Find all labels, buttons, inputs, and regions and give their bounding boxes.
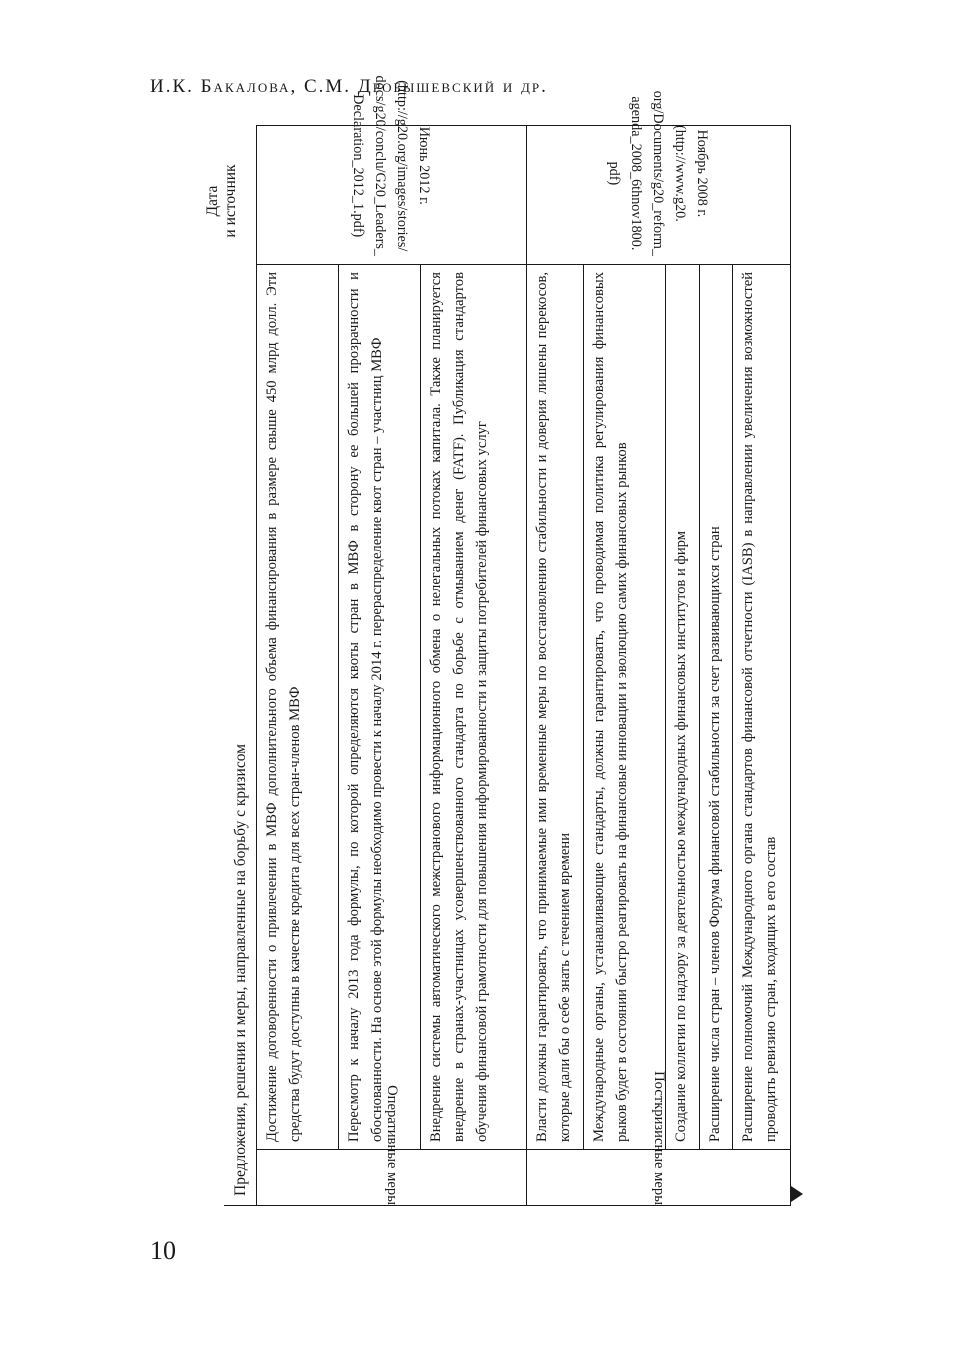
arrow-marker — [791, 1186, 803, 1202]
table-row — [733, 126, 791, 1206]
source-line: (http://www.g20. — [671, 124, 688, 222]
source-line: agenda_2008_6thnov1800. — [627, 96, 644, 251]
table-row — [420, 126, 526, 1206]
source-line: Июнь 2012 г. — [415, 126, 432, 205]
table-row — [699, 126, 733, 1206]
group-cell-postcrisis — [526, 1071, 790, 1206]
measure-cell: Создание коллегии по надзору за деятельностью международных финансовых институтов и фирм — [666, 265, 700, 1150]
group-label: Посткризисные меры — [650, 1071, 667, 1205]
source-line: (http://g20.org/images/stories/ — [393, 80, 410, 252]
source-line: pdf) — [605, 161, 622, 186]
source-line: org/Documents/g20_reform_ — [649, 90, 666, 256]
measure-cell: Достижение договоренности о привлечении в МВФ дополнительного объема финансирования в размере свыше 450 млрд долл. Эти средства будут доступны в качестве кредита для всех стран-членов МВФ — [257, 265, 339, 1150]
table-row — [338, 126, 420, 1206]
measure-cell: Расширение полномочий Международного органа стандартов финансовой отчетности (IASB) в направлении увеличения возможностей проводить ревизию стран, входящих в его состав — [733, 265, 791, 1150]
measure-cell: Международные органы, устанавливающие стандарты, должны гарантировать, что проводимая политика регулирования финансовых рыков будет в состоянии быстро реагировать на финансовые инновации и эволюцию самих финансовых рынков — [584, 265, 666, 1150]
group-label: Оперативные меры — [383, 1085, 400, 1205]
table-row — [584, 126, 666, 1206]
table-row — [257, 126, 339, 1206]
source-text — [347, 76, 435, 256]
source-line: Ноябрь 2008 г. — [693, 129, 710, 218]
table-header — [200, 126, 256, 1206]
page-number: 10 — [150, 1236, 176, 1265]
header-date-line2: и источник — [222, 164, 239, 238]
group-cell-operational — [257, 1085, 527, 1206]
table-row — [526, 126, 584, 1206]
running-head: И.К. Бакалова, С.М. Дробышевский и др. — [150, 76, 548, 97]
measure-cell: Власти должны гарантировать, что принимаемые ими временные меры по восстановлению стабильности и доверия лишены перекосов, которые дали бы о себе знать с течением времени — [526, 265, 584, 1150]
source-line: Declaration_2012_1.pdf) — [349, 94, 366, 238]
header-measures: Предложения, решения и меры, направленные на борьбу с кризисом — [232, 744, 249, 1196]
measure-cell: Пересмотр к началу 2013 года формулы, по которой определяются квоты стран в МВФ в сторону ее большей прозрачности и обоснованности. На основе этой формулы необходимо провести к началу 2014 г. перераспределение квот стран – участниц МВФ — [338, 265, 420, 1150]
measure-cell: Внедрение системы автоматического межстранового информационного обмена о нелегальных потоках капитала. Также планируется внедрение в странах-участницах усовершенствованного стандарта по борьбе с отмыванием денег (FATF). Публикация стандартов обучения финансовой грамотности для повышения информированности и защиты потребителей финансовых услуг — [420, 265, 526, 1150]
header-date-line1: Дата — [204, 185, 221, 217]
header-divider — [224, 1205, 256, 1206]
source-cell-postcrisis — [526, 90, 790, 265]
measure-cell: Расширение числа стран – членов Форума финансовой стабильности за счет развивающихся стран — [699, 265, 733, 1150]
source-text — [603, 91, 713, 256]
source-line: docs/g20/conclu/G20_Leaders_ — [371, 75, 388, 256]
header-date — [204, 136, 240, 266]
table-row — [666, 126, 700, 1206]
